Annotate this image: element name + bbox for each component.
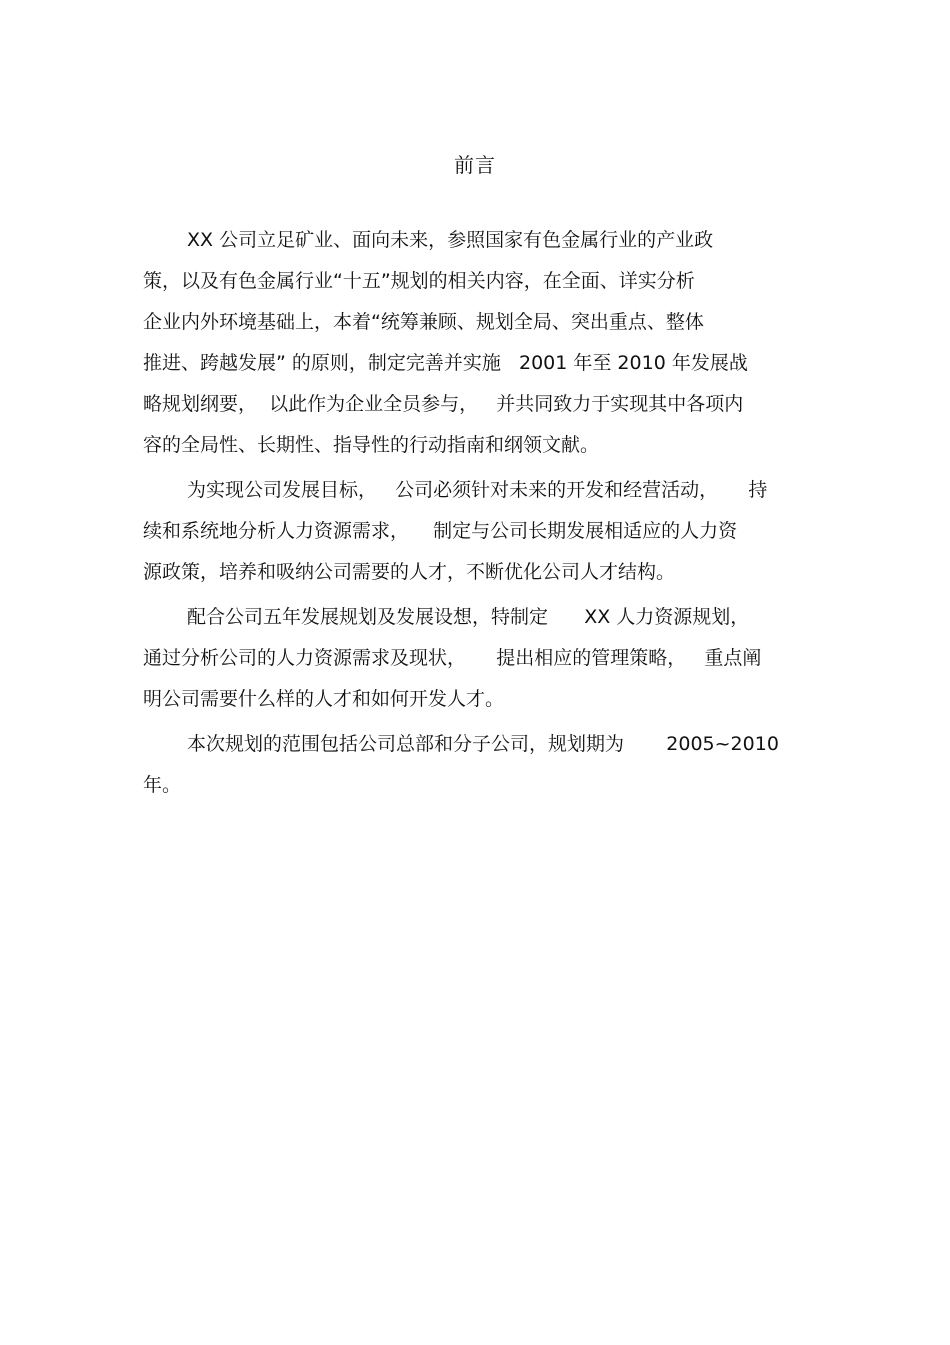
paragraph-line: 略规划纲要， 以此作为企业全员参与， 并共同致力于实现其中各项内 xyxy=(143,393,744,415)
paragraph-line: 推进、跨越发展” 的原则，制定完善并实施 2001 年至 2010 年发展战 xyxy=(143,352,748,374)
paragraph-1 xyxy=(143,220,823,466)
page-title: 前言 xyxy=(454,153,496,177)
paragraph-line: 配合公司五年发展规划及发展设想，特制定 XX 人力资源规划， xyxy=(187,606,750,628)
paragraph-line: 企业内外环境基础上，本着“统筹兼顾、规划全局、突出重点、整体 xyxy=(143,311,704,333)
paragraph-line: 容的全局性、长期性、指导性的行动指南和纲领文献。 xyxy=(143,434,600,456)
paragraph-line: 源政策，培养和吸纳公司需要的人才，不断优化公司人才结构。 xyxy=(143,561,676,583)
paragraph-line: 续和系统地分析人力资源需求， 制定与公司长期发展相适应的人力资 xyxy=(143,520,738,542)
paragraph-3 xyxy=(143,597,823,720)
paragraph-line: 为实现公司发展目标， 公司必须针对未来的开发和经营活动， 持 xyxy=(187,479,768,501)
paragraph-line: 策，以及有色金属行业“十五”规划的相关内容，在全面、详实分析 xyxy=(143,270,695,292)
paragraph-line: 通过分析公司的人力资源需求及现状， 提出相应的管理策略， 重点阐 xyxy=(143,647,762,669)
paragraph-line: 年。 xyxy=(143,774,182,796)
paragraph-line: 明公司需要什么样的人才和如何开发人才。 xyxy=(143,688,505,710)
paragraph-line: 本次规划的范围包括公司总部和分子公司，规划期为 2005~2010 xyxy=(187,733,779,755)
paragraph-2 xyxy=(143,470,823,593)
paragraph-4 xyxy=(143,724,823,806)
paragraph-line: XX 公司立足矿业、面向未来，参照国家有色金属行业的产业政 xyxy=(187,229,714,251)
document-body xyxy=(143,220,823,810)
